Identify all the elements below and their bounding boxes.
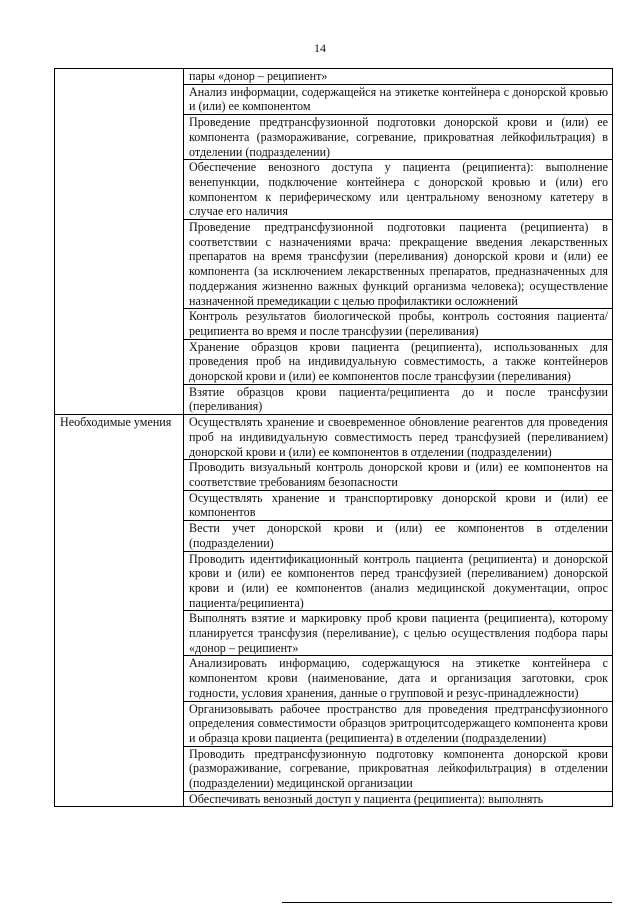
table-row <box>55 521 613 551</box>
table-row <box>55 701 613 746</box>
table-row <box>55 490 613 520</box>
label-cell-empty <box>55 309 184 339</box>
table-row <box>55 115 613 160</box>
table-row <box>55 160 613 220</box>
label-cell-empty <box>55 69 184 85</box>
label-cell-empty <box>55 701 184 746</box>
label-cell-empty <box>55 521 184 551</box>
skill-cell: Проводить идентификационный контроль пациента (реципиента) и донорской крови и (или) ее компонентов перед трансфузией (переливанием) донорской крови и (или) ее компонентов (анализ медицинской документации, опрос пациента/реципиента) <box>184 551 613 611</box>
table-row <box>55 309 613 339</box>
action-cell: Взятие образцов крови пациента/реципиента до и после трансфузии (переливания) <box>184 384 613 414</box>
action-cell: пары «донор – реципиент» <box>184 69 613 85</box>
skill-cell: Организовывать рабочее пространство для проведения предтрансфузионного определения совместимости образцов эритроцитсодержащего компонента крови и образца крови пациента (реципиента) в отделении (подразделении) <box>184 701 613 746</box>
label-cell-empty <box>55 551 184 611</box>
label-cell-empty <box>55 339 184 384</box>
skill-cell: Вести учет донорской крови и (или) ее компонентов в отделении (подразделении) <box>184 521 613 551</box>
table-row <box>55 656 613 701</box>
table-row <box>55 791 613 807</box>
action-cell: Контроль результатов биологической пробы, контроль состояния пациента/реципиента во время и после трансфузии (переливания) <box>184 309 613 339</box>
table-row <box>55 384 613 414</box>
label-cell-empty <box>55 656 184 701</box>
table-row <box>55 220 613 309</box>
label-cell-empty <box>55 160 184 220</box>
competency-table <box>54 68 613 807</box>
action-cell: Проведение предтрансфузионной подготовки донорской крови и (или) ее компонента (размораживание, согревание, прикроватная лейкофильтрация) в отделении (подразделении) <box>184 115 613 160</box>
skill-cell: Анализировать информацию, содержащуюся на этикетке контейнера с компонентом крови (наименование, дата и организация заготовки, срок годности, условия хранения, данные о групповой и резус-принадлежности) <box>184 656 613 701</box>
skill-cell: Проводить предтрансфузионную подготовку компонента донорской крови (размораживание, согревание, прикроватная лейкофильтрация) в отделении (подразделении) медицинской организации <box>184 746 613 791</box>
table-row <box>55 415 613 460</box>
label-cell-empty <box>55 384 184 414</box>
table-row <box>55 339 613 384</box>
action-cell: Проведение предтрансфузионной подготовки пациента (реципиента) в соответствии с назначениями врача: прекращение введения лекарственных препаратов на время трансфузии (переливания) донорской крови и (или) ее компонента (за исключением лекарственных препаратов, предназначенных для поддержания жизненно важных функций организма человека); осуществление назначенной премедикации с целью профилактики осложнений <box>184 220 613 309</box>
label-cell-empty <box>55 611 184 656</box>
skill-cell: Обеспечивать венозный доступ у пациента (реципиента): выполнять <box>184 791 613 807</box>
table-row <box>55 69 613 85</box>
action-cell: Обеспечение венозного доступа у пациента (реципиента): выполнение венепункции, подключение контейнера с донорской кровью и (или) его компонентом к периферическому или центральному венозному катетеру в случае его наличия <box>184 160 613 220</box>
table-row <box>55 746 613 791</box>
table-row <box>55 551 613 611</box>
skill-cell: Проводить визуальный контроль донорской крови и (или) ее компонентов на соответствие требованиям безопасности <box>184 460 613 490</box>
section-label: Необходимые умения <box>55 415 184 460</box>
label-cell-empty <box>55 84 184 114</box>
skill-cell: Выполнять взятие и маркировку проб крови пациента (реципиента), которому планируется трансфузия (переливание), с целью осуществления подбора пары «донор – реципиент» <box>184 611 613 656</box>
action-cell: Хранение образцов крови пациента (реципиента), использованных для проведения проб на индивидуальную совместимость, а также контейнеров донорской крови и (или) ее компонентов после трансфузии (переливания) <box>184 339 613 384</box>
label-cell-empty <box>55 490 184 520</box>
label-cell-empty <box>55 220 184 309</box>
table-row <box>55 611 613 656</box>
label-cell-empty <box>55 746 184 791</box>
skill-cell: Осуществлять хранение и транспортировку донорской крови и (или) ее компонентов <box>184 490 613 520</box>
bottom-rule <box>282 902 612 903</box>
table-row <box>55 84 613 114</box>
skill-cell: Осуществлять хранение и своевременное обновление реагентов для проведения проб на индивидуальную совместимость перед трансфузией (переливанием) донорской крови и (или) ее компонентов в отделении (подразделении) <box>184 415 613 460</box>
label-cell-empty <box>55 460 184 490</box>
action-cell: Анализ информации, содержащейся на этикетке контейнера с донорской кровью и (или) ее компонентом <box>184 84 613 114</box>
page-number: 14 <box>314 41 326 55</box>
label-cell-empty <box>55 791 184 807</box>
table-row <box>55 460 613 490</box>
label-cell-empty <box>55 115 184 160</box>
